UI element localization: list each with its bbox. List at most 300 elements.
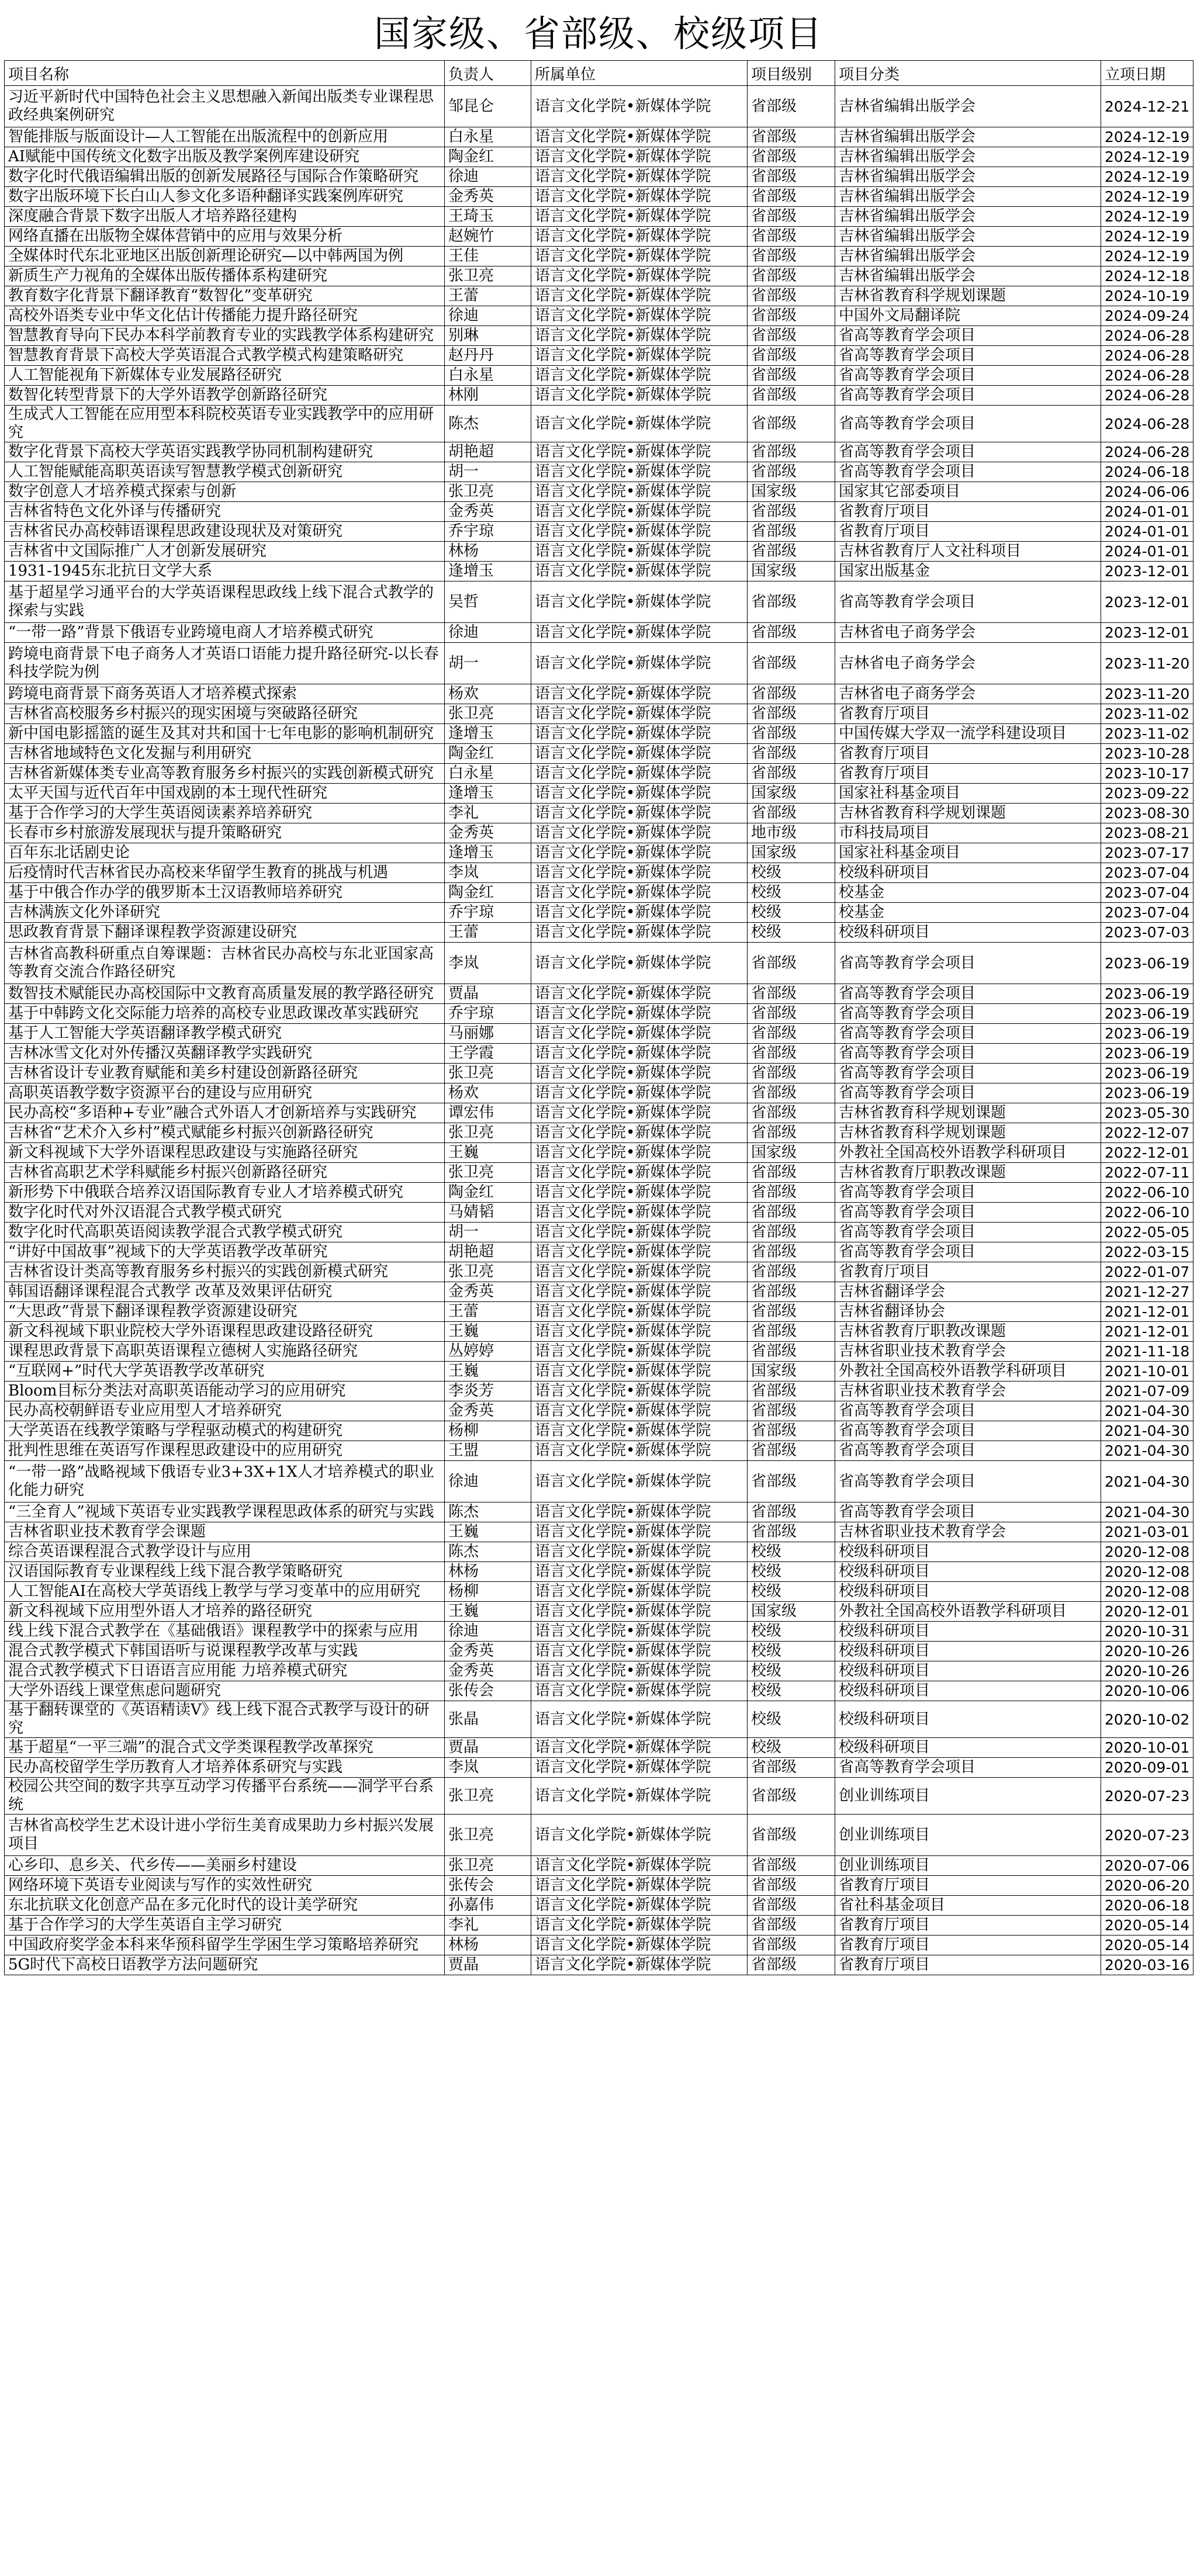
date-cell: 2023-08-30 — [1101, 804, 1193, 823]
category-cell: 创业训练项目 — [835, 1815, 1101, 1856]
table-row — [5, 127, 1193, 147]
date-cell: 2024-06-28 — [1101, 442, 1193, 462]
leader-cell: 乔宇琼 — [445, 903, 531, 923]
leader-cell: 乔宇琼 — [445, 1004, 531, 1024]
leader-cell: 孙嘉伟 — [445, 1896, 531, 1916]
category-cell: 省高等教育学会项目 — [835, 1401, 1101, 1421]
category-cell: 省高等教育学会项目 — [835, 1223, 1101, 1242]
leader-cell: 金秀英 — [445, 1401, 531, 1421]
leader-cell: 陈杰 — [445, 406, 531, 442]
unit-cell: 语言文化学院•新媒体学院 — [531, 1183, 748, 1203]
table-row — [5, 1123, 1193, 1143]
unit-cell: 语言文化学院•新媒体学院 — [531, 1461, 748, 1502]
project-name-cell: “互联网+”时代大学英语教学改革研究 — [5, 1362, 445, 1382]
level-cell: 省部级 — [748, 187, 835, 207]
date-cell: 2023-07-04 — [1101, 863, 1193, 883]
table-row — [5, 1183, 1193, 1203]
category-cell: 创业训练项目 — [835, 1856, 1101, 1876]
project-name-cell: 数字化时代高职英语阅读教学混合式教学模式研究 — [5, 1223, 445, 1242]
table-row — [5, 1024, 1193, 1044]
category-cell: 吉林省教育科学规划课题 — [835, 804, 1101, 823]
unit-cell: 语言文化学院•新媒体学院 — [531, 581, 748, 623]
category-cell: 吉林省编辑出版学会 — [835, 167, 1101, 187]
project-name-cell: AI赋能中国传统文化数字出版及教学案例库建设研究 — [5, 147, 445, 167]
unit-cell: 语言文化学院•新媒体学院 — [531, 1701, 748, 1738]
unit-cell: 语言文化学院•新媒体学院 — [531, 804, 748, 823]
table-row — [5, 1681, 1193, 1701]
unit-cell: 语言文化学院•新媒体学院 — [531, 1262, 748, 1282]
date-cell: 2024-01-01 — [1101, 542, 1193, 562]
leader-cell: 邹昆仑 — [445, 86, 531, 127]
category-cell: 省高等教育学会项目 — [835, 326, 1101, 346]
date-cell: 2024-01-01 — [1101, 522, 1193, 542]
level-cell: 省部级 — [748, 1401, 835, 1421]
date-cell: 2024-06-28 — [1101, 346, 1193, 366]
project-name-cell: 课程思政背景下高职英语课程立德树人实施路径研究 — [5, 1342, 445, 1362]
table-row — [5, 266, 1193, 286]
level-cell: 国家级 — [748, 784, 835, 804]
table-row — [5, 1103, 1193, 1123]
project-name-cell: 民办高校“多语种+专业”融合式外语人才创新培养与实践研究 — [5, 1103, 445, 1123]
project-name-cell: 高职英语教学数字资源平台的建设与应用研究 — [5, 1083, 445, 1103]
leader-cell: 白永星 — [445, 366, 531, 386]
level-cell: 省部级 — [748, 1382, 835, 1401]
table-row — [5, 1642, 1193, 1661]
level-cell: 省部级 — [748, 1302, 835, 1322]
level-cell: 省部级 — [748, 1876, 835, 1896]
date-cell: 2024-12-19 — [1101, 187, 1193, 207]
unit-cell: 语言文化学院•新媒体学院 — [531, 502, 748, 522]
category-cell: 中国传媒大学双一流学科建设项目 — [835, 724, 1101, 744]
project-name-cell: 百年东北话剧史论 — [5, 843, 445, 863]
category-cell: 校级科研项目 — [835, 1642, 1101, 1661]
level-cell: 省部级 — [748, 1123, 835, 1143]
level-cell: 省部级 — [748, 346, 835, 366]
unit-cell: 语言文化学院•新媒体学院 — [531, 724, 748, 744]
date-cell: 2023-11-20 — [1101, 684, 1193, 704]
date-cell: 2020-10-26 — [1101, 1661, 1193, 1681]
table-row — [5, 1262, 1193, 1282]
leader-cell: 贾晶 — [445, 1738, 531, 1758]
level-cell: 省部级 — [748, 943, 835, 984]
category-cell: 吉林省翻译学会 — [835, 1282, 1101, 1302]
project-name-cell: 基于合作学习的大学生英语阅读素养培养研究 — [5, 804, 445, 823]
leader-cell: 金秀英 — [445, 823, 531, 843]
leader-cell: 陶金红 — [445, 147, 531, 167]
table-row — [5, 227, 1193, 247]
project-name-cell: 基于中韩跨文化交际能力培养的高校专业思政课改革实践研究 — [5, 1004, 445, 1024]
project-name-cell: 混合式教学模式下日语语言应用能 力培养模式研究 — [5, 1661, 445, 1681]
leader-cell: 逢增玉 — [445, 562, 531, 581]
category-cell: 吉林省电子商务学会 — [835, 643, 1101, 684]
project-name-cell: 吉林省设计类高等教育服务乡村振兴的实践创新模式研究 — [5, 1262, 445, 1282]
date-cell: 2023-06-19 — [1101, 1083, 1193, 1103]
date-cell: 2021-11-18 — [1101, 1342, 1193, 1362]
project-name-cell: 智慧教育背景下高校大学英语混合式教学模式构建策略研究 — [5, 346, 445, 366]
table-row — [5, 943, 1193, 984]
project-name-cell: 5G时代下高校日语教学方法问题研究 — [5, 1955, 445, 1975]
table-row — [5, 406, 1193, 442]
unit-cell: 语言文化学院•新媒体学院 — [531, 286, 748, 306]
table-row — [5, 1401, 1193, 1421]
unit-cell: 语言文化学院•新媒体学院 — [531, 903, 748, 923]
leader-cell: 金秀英 — [445, 1282, 531, 1302]
project-name-cell: 深度融合背景下数字出版人才培养路径建构 — [5, 207, 445, 227]
unit-cell: 语言文化学院•新媒体学院 — [531, 843, 748, 863]
level-cell: 省部级 — [748, 1163, 835, 1183]
level-cell: 省部级 — [748, 462, 835, 482]
category-cell: 省教育厅项目 — [835, 1916, 1101, 1936]
project-name-cell: 吉林冰雪文化对外传播汉英翻译教学实践研究 — [5, 1044, 445, 1064]
date-cell: 2020-05-14 — [1101, 1916, 1193, 1936]
date-cell: 2023-08-21 — [1101, 823, 1193, 843]
unit-cell: 语言文化学院•新媒体学院 — [531, 522, 748, 542]
date-cell: 2020-12-08 — [1101, 1562, 1193, 1582]
project-name-cell: Bloom目标分类法对高职英语能动学习的应用研究 — [5, 1382, 445, 1401]
level-cell: 省部级 — [748, 1183, 835, 1203]
level-cell: 省部级 — [748, 623, 835, 643]
leader-cell: 谭宏伟 — [445, 1103, 531, 1123]
project-name-cell: 基于超星学习通平台的大学英语课程思政线上线下混合式教学的探索与实践 — [5, 581, 445, 623]
level-cell: 省部级 — [748, 366, 835, 386]
table-row — [5, 386, 1193, 406]
leader-cell: 金秀英 — [445, 1661, 531, 1681]
project-name-cell: 吉林省高校学生艺术设计进小学衍生美育成果助力乡村振兴发展项目 — [5, 1815, 445, 1856]
level-cell: 校级 — [748, 1542, 835, 1562]
level-cell: 省部级 — [748, 1778, 835, 1815]
unit-cell: 语言文化学院•新媒体学院 — [531, 542, 748, 562]
unit-cell: 语言文化学院•新媒体学院 — [531, 1856, 748, 1876]
level-cell: 校级 — [748, 863, 835, 883]
table-row — [5, 1856, 1193, 1876]
category-cell: 外教社全国高校外语教学科研项目 — [835, 1143, 1101, 1163]
leader-cell: 张卫亮 — [445, 1778, 531, 1815]
date-cell: 2024-12-19 — [1101, 247, 1193, 266]
date-cell: 2023-07-17 — [1101, 843, 1193, 863]
category-cell: 吉林省教育厅职教改课题 — [835, 1163, 1101, 1183]
project-name-cell: 批判性思维在英语写作课程思政建设中的应用研究 — [5, 1441, 445, 1461]
category-cell: 校级科研项目 — [835, 863, 1101, 883]
header-date: 立项日期 — [1101, 61, 1193, 86]
category-cell: 校级科研项目 — [835, 1681, 1101, 1701]
date-cell: 2024-06-28 — [1101, 406, 1193, 442]
category-cell: 省社科基金项目 — [835, 1896, 1101, 1916]
date-cell: 2021-04-30 — [1101, 1461, 1193, 1502]
date-cell: 2023-11-02 — [1101, 704, 1193, 724]
table-body — [5, 86, 1193, 1975]
project-name-cell: 数字化背景下高校大学英语实践教学协同机制构建研究 — [5, 442, 445, 462]
date-cell: 2020-12-01 — [1101, 1602, 1193, 1622]
level-cell: 国家级 — [748, 1602, 835, 1622]
date-cell: 2021-10-01 — [1101, 1362, 1193, 1382]
table-row — [5, 482, 1193, 502]
unit-cell: 语言文化学院•新媒体学院 — [531, 386, 748, 406]
table-row — [5, 167, 1193, 187]
leader-cell: 贾晶 — [445, 1955, 531, 1975]
level-cell: 省部级 — [748, 306, 835, 326]
unit-cell: 语言文化学院•新媒体学院 — [531, 86, 748, 127]
project-name-cell: 太平天国与近代百年中国戏剧的本土现代性研究 — [5, 784, 445, 804]
leader-cell: 丛婷婷 — [445, 1342, 531, 1362]
project-name-cell: 教育数字化背景下翻译教育“数智化”变革研究 — [5, 286, 445, 306]
category-cell: 吉林省编辑出版学会 — [835, 147, 1101, 167]
category-cell: 省高等教育学会项目 — [835, 1004, 1101, 1024]
category-cell: 省高等教育学会项目 — [835, 406, 1101, 442]
unit-cell: 语言文化学院•新媒体学院 — [531, 1522, 748, 1542]
level-cell: 校级 — [748, 1582, 835, 1602]
project-name-cell: 吉林省新媒体类专业高等教育服务乡村振兴的实践创新模式研究 — [5, 764, 445, 784]
date-cell: 2022-06-10 — [1101, 1203, 1193, 1223]
table-row — [5, 442, 1193, 462]
table-row — [5, 984, 1193, 1004]
date-cell: 2020-10-01 — [1101, 1738, 1193, 1758]
project-name-cell: 全媒体时代东北亚地区出版创新理论研究—以中韩两国为例 — [5, 247, 445, 266]
project-name-cell: 基于超星“一平三端”的混合式文学类课程教学改革探究 — [5, 1738, 445, 1758]
unit-cell: 语言文化学院•新媒体学院 — [531, 247, 748, 266]
unit-cell: 语言文化学院•新媒体学院 — [531, 1242, 748, 1262]
category-cell: 省教育厅项目 — [835, 704, 1101, 724]
category-cell: 外教社全国高校外语教学科研项目 — [835, 1602, 1101, 1622]
level-cell: 省部级 — [748, 1282, 835, 1302]
leader-cell: 李炎芳 — [445, 1382, 531, 1401]
leader-cell: 马丽娜 — [445, 1024, 531, 1044]
project-name-cell: 基于合作学习的大学生英语自主学习研究 — [5, 1916, 445, 1936]
project-name-cell: 思政教育背景下翻译课程教学资源建设研究 — [5, 923, 445, 943]
table-row — [5, 1542, 1193, 1562]
table-row — [5, 542, 1193, 562]
table-row — [5, 1282, 1193, 1302]
level-cell: 省部级 — [748, 247, 835, 266]
date-cell: 2024-12-18 — [1101, 266, 1193, 286]
date-cell: 2023-11-20 — [1101, 643, 1193, 684]
project-name-cell: 吉林省设计专业教育赋能和美乡村建设创新路径研究 — [5, 1064, 445, 1083]
date-cell: 2023-06-19 — [1101, 1064, 1193, 1083]
table-row — [5, 207, 1193, 227]
leader-cell: 王学霞 — [445, 1044, 531, 1064]
level-cell: 省部级 — [748, 643, 835, 684]
unit-cell: 语言文化学院•新媒体学院 — [531, 406, 748, 442]
leader-cell: 李岚 — [445, 1758, 531, 1778]
level-cell: 校级 — [748, 1681, 835, 1701]
project-name-cell: 数字化时代俄语编辑出版的创新发展路径与国际合作策略研究 — [5, 167, 445, 187]
project-name-cell: 吉林省高校服务乡村振兴的现实困境与突破路径研究 — [5, 704, 445, 724]
leader-cell: 徐迪 — [445, 306, 531, 326]
leader-cell: 王巍 — [445, 1143, 531, 1163]
level-cell: 省部级 — [748, 1322, 835, 1342]
table-row — [5, 923, 1193, 943]
level-cell: 校级 — [748, 1562, 835, 1582]
unit-cell: 语言文化学院•新媒体学院 — [531, 442, 748, 462]
category-cell: 校级科研项目 — [835, 923, 1101, 943]
date-cell: 2024-12-19 — [1101, 227, 1193, 247]
date-cell: 2023-06-19 — [1101, 1004, 1193, 1024]
unit-cell: 语言文化学院•新媒体学院 — [531, 1163, 748, 1183]
level-cell: 省部级 — [748, 1461, 835, 1502]
project-name-cell: 韩国语翻译课程混合式教学 改革及效果评估研究 — [5, 1282, 445, 1302]
project-name-cell: 中国政府奖学金本科来华预科留学生学困生学习策略培养研究 — [5, 1936, 445, 1955]
table-row — [5, 843, 1193, 863]
table-row — [5, 346, 1193, 366]
level-cell: 省部级 — [748, 266, 835, 286]
table-row — [5, 863, 1193, 883]
level-cell: 省部级 — [748, 1223, 835, 1242]
category-cell: 校级科研项目 — [835, 1542, 1101, 1562]
table-row — [5, 823, 1193, 843]
leader-cell: 徐迪 — [445, 1461, 531, 1502]
leader-cell: 张传会 — [445, 1681, 531, 1701]
date-cell: 2024-01-01 — [1101, 502, 1193, 522]
level-cell: 省部级 — [748, 1916, 835, 1936]
category-cell: 省高等教育学会项目 — [835, 984, 1101, 1004]
unit-cell: 语言文化学院•新媒体学院 — [531, 462, 748, 482]
unit-cell: 语言文化学院•新媒体学院 — [531, 306, 748, 326]
category-cell: 省高等教育学会项目 — [835, 1242, 1101, 1262]
table-row — [5, 684, 1193, 704]
unit-cell: 语言文化学院•新媒体学院 — [531, 623, 748, 643]
level-cell: 省部级 — [748, 326, 835, 346]
table-row — [5, 1044, 1193, 1064]
level-cell: 国家级 — [748, 482, 835, 502]
project-name-cell: 吉林省高职艺术学科赋能乡村振兴创新路径研究 — [5, 1163, 445, 1183]
category-cell: 外教社全国高校外语教学科研项目 — [835, 1362, 1101, 1382]
table-row — [5, 1896, 1193, 1916]
category-cell: 吉林省职业技术教育学会 — [835, 1342, 1101, 1362]
unit-cell: 语言文化学院•新媒体学院 — [531, 1064, 748, 1083]
leader-cell: 别琳 — [445, 326, 531, 346]
project-name-cell: 混合式教学模式下韩国语听与说课程教学改革与实践 — [5, 1642, 445, 1661]
level-cell: 省部级 — [748, 1342, 835, 1362]
table-row — [5, 1461, 1193, 1502]
leader-cell: 李岚 — [445, 863, 531, 883]
project-name-cell: 民办高校留学生学历教育人才培养体系研究与实践 — [5, 1758, 445, 1778]
leader-cell: 张晶 — [445, 1701, 531, 1738]
unit-cell: 语言文化学院•新媒体学院 — [531, 784, 748, 804]
level-cell: 省部级 — [748, 1856, 835, 1876]
category-cell: 吉林省编辑出版学会 — [835, 266, 1101, 286]
table-row — [5, 643, 1193, 684]
table-row — [5, 1622, 1193, 1642]
date-cell: 2023-09-22 — [1101, 784, 1193, 804]
leader-cell: 赵婉竹 — [445, 227, 531, 247]
project-name-cell: 基于中俄合作办学的俄罗斯本土汉语教师培养研究 — [5, 883, 445, 903]
date-cell: 2024-06-28 — [1101, 366, 1193, 386]
leader-cell: 逢增玉 — [445, 724, 531, 744]
leader-cell: 张卫亮 — [445, 1262, 531, 1282]
leader-cell: 陶金红 — [445, 1183, 531, 1203]
unit-cell: 语言文化学院•新媒体学院 — [531, 744, 748, 764]
level-cell: 校级 — [748, 1642, 835, 1661]
unit-cell: 语言文化学院•新媒体学院 — [531, 984, 748, 1004]
unit-cell: 语言文化学院•新媒体学院 — [531, 863, 748, 883]
unit-cell: 语言文化学院•新媒体学院 — [531, 923, 748, 943]
leader-cell: 李礼 — [445, 1916, 531, 1936]
leader-cell: 杨欢 — [445, 684, 531, 704]
leader-cell: 王佳 — [445, 247, 531, 266]
date-cell: 2023-10-17 — [1101, 764, 1193, 784]
date-cell: 2023-11-02 — [1101, 724, 1193, 744]
category-cell: 省教育厅项目 — [835, 1936, 1101, 1955]
project-name-cell: 后疫情时代吉林省民办高校来华留学生教育的挑战与机遇 — [5, 863, 445, 883]
unit-cell: 语言文化学院•新媒体学院 — [531, 1758, 748, 1778]
table-row — [5, 704, 1193, 724]
unit-cell: 语言文化学院•新媒体学院 — [531, 147, 748, 167]
level-cell: 省部级 — [748, 984, 835, 1004]
table-row — [5, 724, 1193, 744]
table-row — [5, 1382, 1193, 1401]
category-cell: 吉林省编辑出版学会 — [835, 127, 1101, 147]
category-cell: 吉林省职业技术教育学会 — [835, 1382, 1101, 1401]
category-cell: 省教育厅项目 — [835, 522, 1101, 542]
date-cell: 2020-07-06 — [1101, 1856, 1193, 1876]
table-row — [5, 462, 1193, 482]
leader-cell: 林刚 — [445, 386, 531, 406]
date-cell: 2021-12-01 — [1101, 1302, 1193, 1322]
date-cell: 2023-07-04 — [1101, 883, 1193, 903]
level-cell: 省部级 — [748, 1896, 835, 1916]
category-cell: 省高等教育学会项目 — [835, 1044, 1101, 1064]
unit-cell: 语言文化学院•新媒体学院 — [531, 1044, 748, 1064]
project-name-cell: 吉林省中文国际推广人才创新发展研究 — [5, 542, 445, 562]
date-cell: 2024-06-28 — [1101, 386, 1193, 406]
category-cell: 省高等教育学会项目 — [835, 442, 1101, 462]
date-cell: 2021-12-01 — [1101, 1322, 1193, 1342]
unit-cell: 语言文化学院•新媒体学院 — [531, 1916, 748, 1936]
table-row — [5, 1502, 1193, 1522]
leader-cell: 王巍 — [445, 1362, 531, 1382]
table-row — [5, 1815, 1193, 1856]
leader-cell: 乔宇琼 — [445, 522, 531, 542]
level-cell: 省部级 — [748, 1502, 835, 1522]
leader-cell: 胡艳超 — [445, 1242, 531, 1262]
project-name-cell: 吉林省地域特色文化发掘与利用研究 — [5, 744, 445, 764]
leader-cell: 张卫亮 — [445, 704, 531, 724]
project-name-cell: 智慧教育导向下民办本科学前教育专业的实践教学体系构建研究 — [5, 326, 445, 346]
date-cell: 2022-06-10 — [1101, 1183, 1193, 1203]
unit-cell: 语言文化学院•新媒体学院 — [531, 1382, 748, 1401]
table-header-row — [5, 61, 1193, 86]
level-cell: 省部级 — [748, 207, 835, 227]
unit-cell: 语言文化学院•新媒体学院 — [531, 643, 748, 684]
unit-cell: 语言文化学院•新媒体学院 — [531, 1203, 748, 1223]
date-cell: 2020-07-23 — [1101, 1815, 1193, 1856]
date-cell: 2022-07-11 — [1101, 1163, 1193, 1183]
table-row — [5, 502, 1193, 522]
date-cell: 2023-05-30 — [1101, 1103, 1193, 1123]
project-name-cell: 数字出版环境下长白山人参文化多语种翻译实践案例库研究 — [5, 187, 445, 207]
table-row — [5, 1916, 1193, 1936]
date-cell: 2024-12-19 — [1101, 147, 1193, 167]
date-cell: 2023-07-03 — [1101, 923, 1193, 943]
level-cell: 省部级 — [748, 1955, 835, 1975]
level-cell: 校级 — [748, 1661, 835, 1681]
category-cell: 校级科研项目 — [835, 1622, 1101, 1642]
project-name-cell: 吉林省职业技术教育学会课题 — [5, 1522, 445, 1542]
table-row — [5, 1143, 1193, 1163]
table-row — [5, 1203, 1193, 1223]
leader-cell: 金秀英 — [445, 502, 531, 522]
level-cell: 省部级 — [748, 147, 835, 167]
unit-cell: 语言文化学院•新媒体学院 — [531, 1342, 748, 1362]
date-cell: 2024-12-19 — [1101, 127, 1193, 147]
unit-cell: 语言文化学院•新媒体学院 — [531, 1738, 748, 1758]
table-row — [5, 1223, 1193, 1242]
project-name-cell: 大学英语在线教学策略与学程驱动模式的构建研究 — [5, 1421, 445, 1441]
unit-cell: 语言文化学院•新媒体学院 — [531, 562, 748, 581]
unit-cell: 语言文化学院•新媒体学院 — [531, 1143, 748, 1163]
level-cell: 校级 — [748, 883, 835, 903]
table-row — [5, 1876, 1193, 1896]
date-cell: 2023-12-01 — [1101, 562, 1193, 581]
